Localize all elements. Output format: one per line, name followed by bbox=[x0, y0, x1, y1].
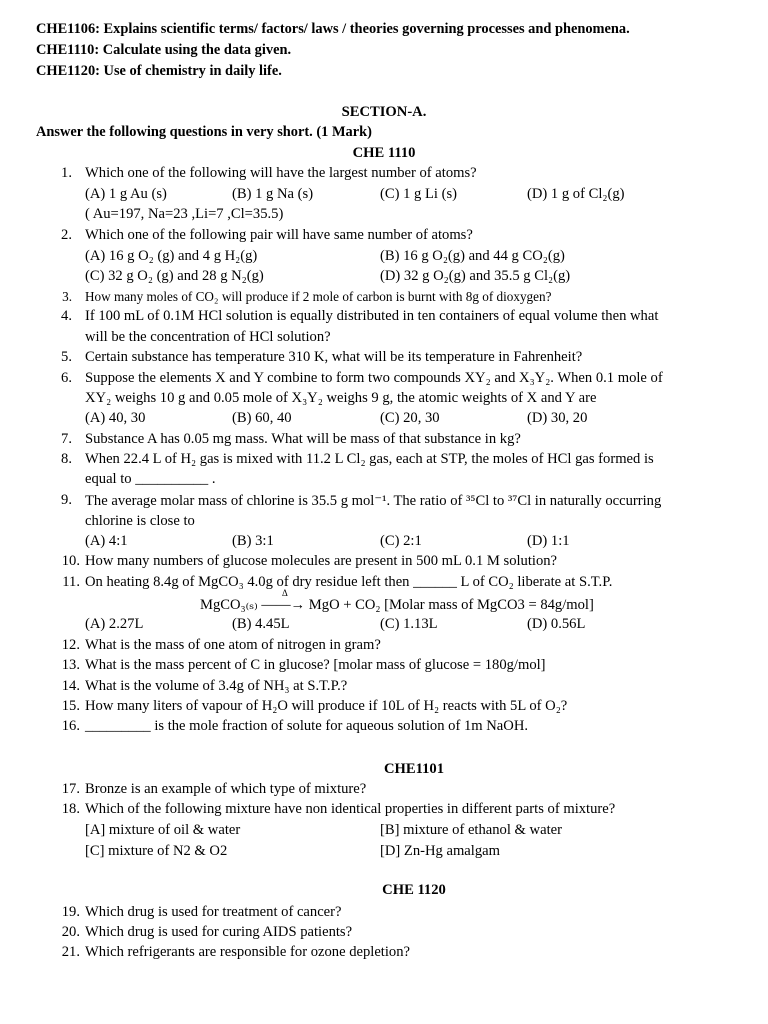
question-number: 16. bbox=[61, 718, 80, 734]
option-d: [D] Zn-Hg amalgam bbox=[380, 843, 500, 859]
question-number: 11. bbox=[62, 574, 80, 590]
option-c: (C) 1 g Li (s) bbox=[380, 186, 458, 202]
atomic-mass-note: ( Au=197, Na=23 ,Li=7 ,Cl=35.5) bbox=[85, 206, 284, 222]
question-text: Which one of the following will have the largest number of atoms? bbox=[85, 165, 477, 181]
option-a: (A) 2.27L bbox=[85, 616, 144, 632]
option-b: [B] mixture of ethanol & water bbox=[380, 822, 562, 838]
heat-symbol: Δ bbox=[282, 588, 288, 598]
question-number: 1. bbox=[61, 165, 72, 181]
question-8-continued: equal to __________ . bbox=[85, 471, 216, 487]
question-text: How many moles of CO₂ will produce if 2 mole of carbon is burnt with 8g of dioxygen? bbox=[85, 289, 552, 304]
unit-heading-che1110: CHE 1110 bbox=[352, 145, 416, 161]
question-number: 2. bbox=[61, 227, 72, 243]
question-text: Substance A has 0.05 mg mass. What will be mass of that substance in kg? bbox=[85, 431, 521, 447]
option-a: (A) 16 g O₂ (g) and 4 g H₂(g) bbox=[85, 248, 258, 264]
section-title: SECTION-A. bbox=[341, 104, 427, 120]
question-text: Bronze is an example of which type of mixture? bbox=[85, 781, 367, 797]
question-text: _________ is the mole fraction of solute for aqueous solution of 1m NaOH. bbox=[85, 718, 529, 734]
question-text: What is the volume of 3.4g of NH₃ at S.T.P.? bbox=[85, 678, 348, 694]
outcome-che1110: CHE1110: Calculate using the data given. bbox=[36, 42, 292, 58]
option-c: [C] mixture of N2 & O2 bbox=[85, 843, 228, 859]
question-text: Suppose the elements X and Y combine to form two compounds XY₂ and X₃Y₂. When 0.1 mole of bbox=[85, 370, 663, 386]
option-c: (C) 20, 30 bbox=[380, 410, 440, 426]
option-b: (B) 16 g O₂(g) and 44 g CO₂(g) bbox=[380, 248, 565, 264]
outcome-che1106: CHE1106: Explains scientific terms/ factors/ laws / theories governing processes and phenomena. bbox=[36, 21, 630, 37]
question-text: Which of the following mixture have non identical properties in different parts of mixture? bbox=[85, 801, 616, 817]
question-number: 13. bbox=[61, 657, 80, 673]
question-number: 6. bbox=[61, 370, 72, 386]
question-number: 12. bbox=[61, 637, 80, 653]
question-text: Which drug is used for treatment of cancer? bbox=[85, 904, 342, 920]
question-text: How many numbers of glucose molecules are present in 500 mL 0.1 M solution? bbox=[85, 553, 558, 569]
question-number: 18. bbox=[61, 801, 80, 817]
question-text: Which one of the following pair will have same number of atoms? bbox=[85, 227, 473, 243]
question-text: What is the mass of one atom of nitrogen in gram? bbox=[85, 637, 381, 653]
question-number: 20. bbox=[61, 924, 80, 940]
question-number: 8. bbox=[61, 451, 72, 467]
question-number: 15. bbox=[61, 698, 80, 714]
question-number: 14. bbox=[61, 678, 80, 694]
option-d: (D) 1 g of Cl₂(g) bbox=[527, 186, 625, 202]
question-9-continued: chlorine is close to bbox=[85, 513, 195, 529]
question-text: How many liters of vapour of H₂O will produce if 10L of H₂ reacts with 5L of O₂? bbox=[85, 698, 568, 714]
option-d: (D) 32 g O₂(g) and 35.5 g Cl₂(g) bbox=[380, 268, 571, 284]
question-number: 7. bbox=[61, 431, 72, 447]
instruction: Answer the following questions in very short. (1 Mark) bbox=[36, 124, 372, 140]
equation-text: MgCO₃₍ₛ₎ ——→ MgO + CO₂ [Molar mass of MgCO3 = 84g/mol] bbox=[200, 597, 594, 613]
unit-heading-che1101: CHE1101 bbox=[383, 761, 444, 777]
option-c: (C) 32 g O₂ (g) and 28 g N₂(g) bbox=[85, 268, 264, 284]
option-a: [A] mixture of oil & water bbox=[85, 822, 241, 838]
reaction-equation bbox=[200, 588, 594, 614]
question-number: 17. bbox=[61, 781, 80, 797]
question-text: Which refrigerants are responsible for ozone depletion? bbox=[85, 944, 410, 960]
option-b: (B) 4.45L bbox=[232, 616, 290, 632]
option-a: (A) 40, 30 bbox=[85, 410, 146, 426]
option-b: (B) 3:1 bbox=[232, 533, 274, 549]
question-number: 5. bbox=[61, 349, 72, 365]
question-number: 3. bbox=[62, 289, 72, 304]
question-number: 9. bbox=[61, 492, 72, 508]
unit-heading-che1120: CHE 1120 bbox=[382, 882, 446, 898]
question-text: What is the mass percent of C in glucose? [molar mass of glucose = 180g/mol] bbox=[85, 657, 546, 673]
option-a: (A) 4:1 bbox=[85, 533, 128, 549]
question-number: 10. bbox=[61, 553, 80, 569]
option-d: (D) 1:1 bbox=[527, 533, 570, 549]
question-text: On heating 8.4g of MgCO₃ 4.0g of dry residue left then ______ L of CO₂ liberate at S.T.P. bbox=[85, 574, 613, 590]
option-b: (B) 1 g Na (s) bbox=[232, 186, 314, 202]
option-d: (D) 0.56L bbox=[527, 616, 586, 632]
outcome-che1120: CHE1120: Use of chemistry in daily life. bbox=[36, 63, 282, 79]
question-text: The average molar mass of chlorine is 35.5 g mol⁻¹. The ratio of ³⁵Cl to ³⁷Cl in naturally occurring bbox=[85, 493, 662, 509]
question-text: Which drug is used for curing AIDS patients? bbox=[85, 924, 353, 940]
option-c: (C) 1.13L bbox=[380, 616, 438, 632]
option-c: (C) 2:1 bbox=[380, 533, 422, 549]
option-b: (B) 60, 40 bbox=[232, 410, 292, 426]
question-6-continued: XY₂ weighs 10 g and 0.05 mole of X₃Y₂ weighs 9 g, the atomic weights of X and Y are bbox=[85, 390, 597, 406]
question-text: If 100 mL of 0.1M HCl solution is equally distributed in ten containers of equal volume then what bbox=[85, 308, 659, 324]
question-4-continued: will be the concentration of HCl solution? bbox=[85, 329, 331, 345]
question-number: 21. bbox=[61, 944, 80, 960]
question-text: Certain substance has temperature 310 K, what will be its temperature in Fahrenheit? bbox=[85, 349, 583, 365]
question-text: When 22.4 L of H₂ gas is mixed with 11.2 L Cl₂ gas, each at STP, the moles of HCl gas formed is bbox=[85, 451, 654, 467]
option-d: (D) 30, 20 bbox=[527, 410, 588, 426]
question-number: 19. bbox=[61, 904, 80, 920]
question-number: 4. bbox=[61, 308, 72, 324]
option-a: (A) 1 g Au (s) bbox=[85, 186, 167, 202]
